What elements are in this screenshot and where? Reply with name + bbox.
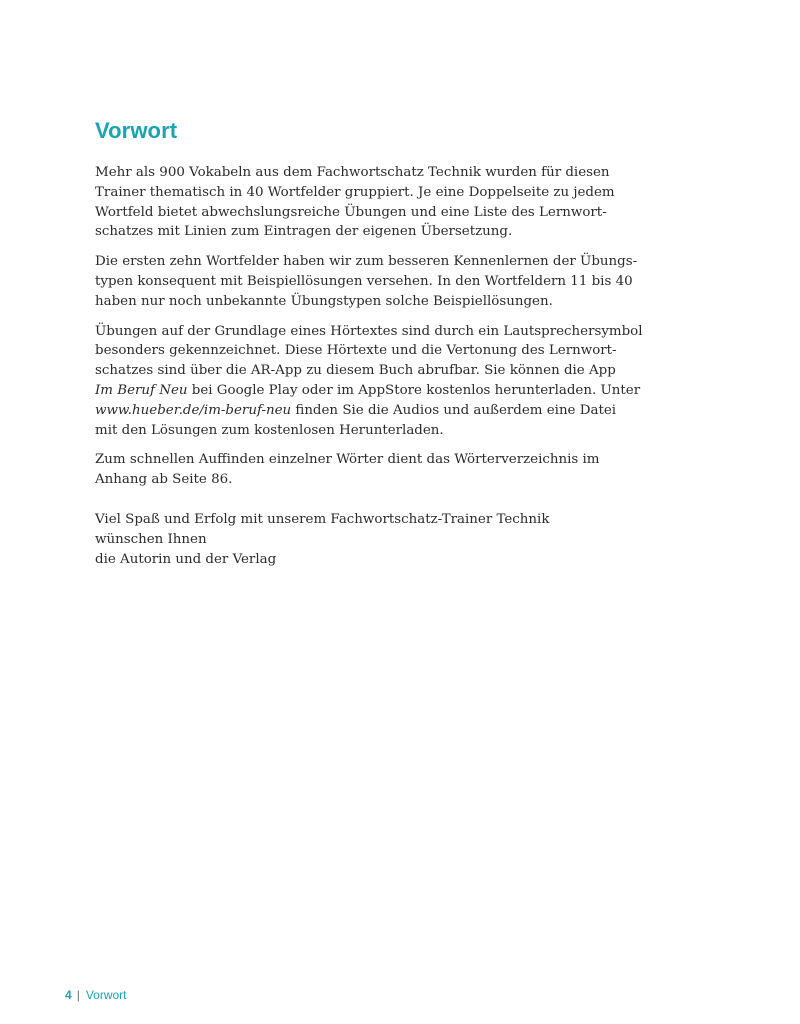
paragraph-intro (95, 163, 625, 242)
text-line: mit den Lösungen zum kostenlosen Herunterladen. (95, 422, 444, 438)
signature-line: die Autorin und der Verlag (95, 551, 277, 567)
text-line: Die ersten zehn Wortfelder haben wir zum besseren Kennenlernen der Übungs- (95, 254, 638, 270)
text-line: Viel Spaß und Erfolg mit unserem Fachwortschatz-Trainer Technik (95, 511, 550, 527)
page-title: Vorwort (95, 118, 178, 143)
text-line: Mehr als 900 Vokabeln aus dem Fachwortschatz Technik wurden für diesen (95, 165, 610, 180)
paragraph-audio (95, 322, 643, 441)
text-line: Im Beruf Neu bei Google Play oder im AppStore kostenlos herunterladen. Unter (95, 382, 641, 398)
paragraph-examples (95, 252, 638, 311)
text-line: Wortfeld bietet abwechslungsreiche Übungen und eine Liste des Lernwort- (95, 204, 607, 220)
foreword-body (95, 163, 643, 579)
text-line: besonders gekennzeichnet. Diese Hörtexte und die Vertonung des Lernwort- (95, 343, 617, 359)
page-footer (65, 986, 127, 1004)
website-url: www.hueber.de/im-beruf-neu (95, 402, 292, 418)
footer-section-title: Vorwort (85, 988, 127, 1002)
text-line: Anhang ab Seite 86. (95, 472, 233, 488)
page-number: 4 (65, 988, 72, 1002)
text-line: wünschen Ihnen (95, 531, 207, 547)
text-line: Trainer thematisch in 40 Wortfelder gruppiert. Je eine Doppelseite zu jedem (95, 184, 615, 200)
text-line: www.hueber.de/im-beruf-neu finden Sie die Audios und außerdem eine Datei (95, 402, 617, 418)
text-line: Übungen auf der Grundlage eines Hörtextes sind durch ein Lautsprechersymbol (95, 323, 643, 339)
text-line: Zum schnellen Auffinden einzelner Wörter dient das Wörterverzeichnis im (95, 452, 600, 468)
closing-greeting (95, 510, 625, 569)
text-line: schatzes sind über die AR-App zu diesem Buch abrufbar. Sie können die App (95, 363, 616, 379)
paragraph-index (95, 450, 625, 490)
text-line: typen konsequent mit Beispiellösungen versehen. In den Wortfeldern 11 bis 40 (95, 273, 633, 289)
footer-separator: | (76, 988, 80, 1002)
text-line: haben nur noch unbekannte Übungstypen solche Beispiellösungen. (95, 293, 553, 309)
app-name: Im Beruf Neu (95, 382, 188, 398)
text-line: schatzes mit Linien zum Eintragen der eigenen Übersetzung. (95, 224, 513, 240)
